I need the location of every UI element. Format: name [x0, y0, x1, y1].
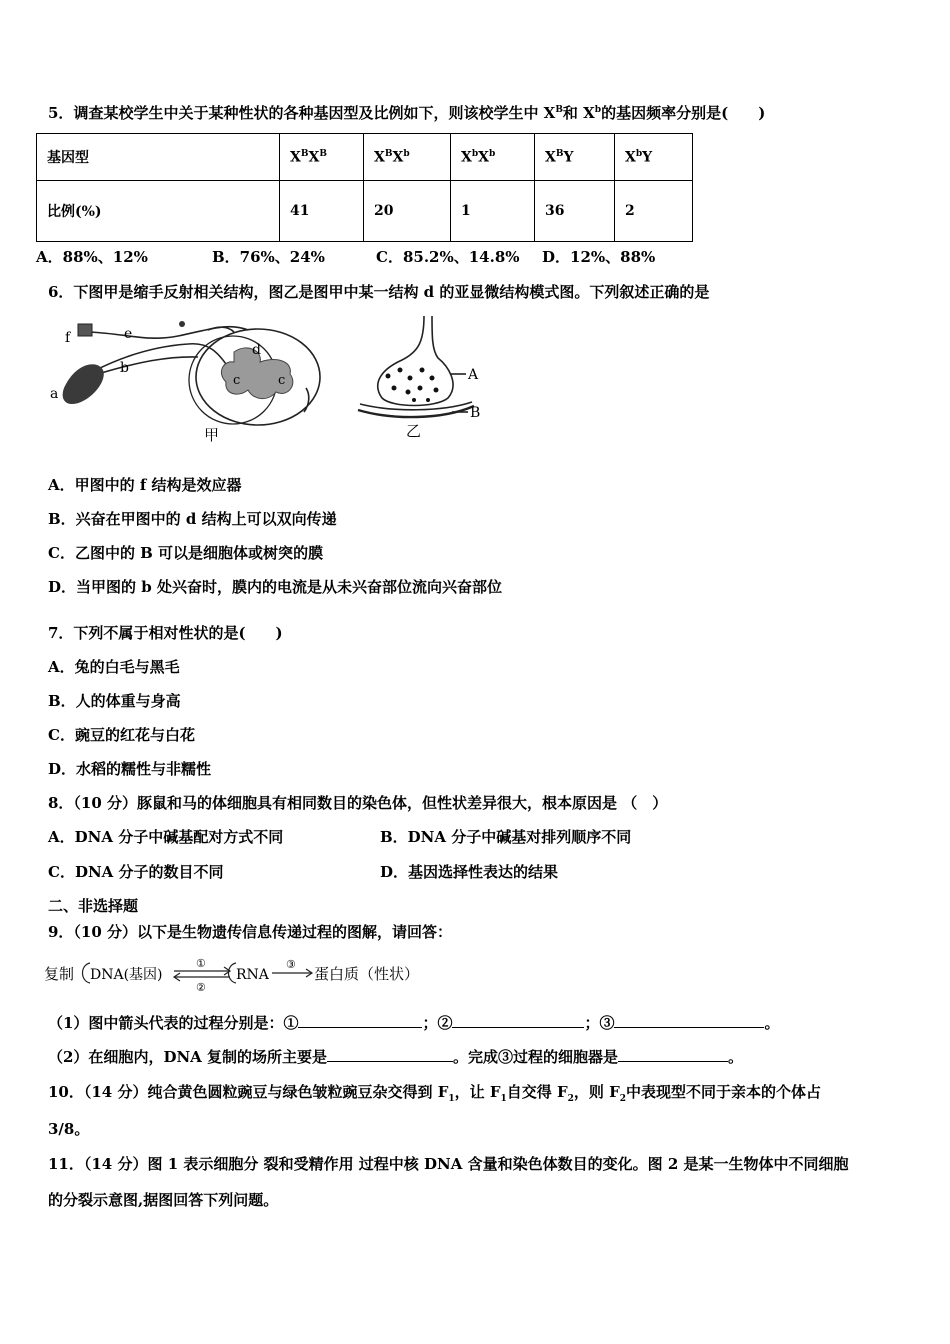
genotype-cell: $X^BY$ — [535, 134, 615, 181]
label-f: f — [65, 330, 71, 346]
effector-f — [78, 324, 92, 336]
ratio-cell: 20 — [364, 181, 451, 242]
q8-option-a: A．DNA 分子中碱基配对方式不同 — [48, 828, 284, 846]
ganglion-dot — [179, 321, 185, 327]
q11-line1: 11．（14 分）图 1 表示细胞分 裂和受精作用 过程中核 DNA 含量和染色体数目的变化。图 2 是某一生物体中不同细胞 — [48, 1155, 849, 1173]
label-B: B — [470, 405, 481, 421]
answer-blank-1[interactable] — [298, 1013, 422, 1028]
q7-option-d: D．水稻的糯性与非糯性 — [48, 760, 212, 778]
genotype-cell: $X^BX^b$ — [364, 134, 451, 181]
ratio-cell: 41 — [280, 181, 364, 242]
q11-line2: 的分裂示意图,据图回答下列问题。 — [48, 1191, 279, 1209]
rna-loop — [229, 963, 237, 983]
label-e: e — [124, 326, 133, 342]
q5-option-b: B．76%、24% — [212, 248, 325, 266]
genotype-cell: $X^bX^b$ — [451, 134, 535, 181]
central-dogma-diagram — [44, 953, 444, 995]
answer-blank-4[interactable] — [327, 1047, 453, 1062]
table-header-genotype: 基因型 — [37, 134, 280, 181]
q6-option-d: D．当甲图的 b 处兴奋时，膜内的电流是从未兴奋部位流向兴奋部位 — [48, 578, 502, 596]
figure-caption-jia: 甲 — [204, 426, 220, 444]
label-d: d — [252, 342, 261, 358]
q10-line1: 10．（14 分）纯合黄色圆粒豌豆与绿色皱粒豌豆杂交得到 $F_1$，让 $F_1$自交得 $F_2$，则 $F_2$中表现型不同于亲本的个体占 — [48, 1083, 822, 1104]
label-c-left: c — [233, 373, 241, 388]
q5-option-d: D．12%、88% — [542, 248, 656, 266]
q6-stem: 6．下图甲是缩手反射相关结构，图乙是图甲中某一结构 d 的亚显微结构模式图。下列叙述正确的是 — [48, 283, 710, 301]
q8-option-d: D．基因选择性表达的结果 — [380, 863, 559, 881]
q8-option-c: C．DNA 分子的数目不同 — [48, 863, 224, 881]
q6-option-a: A．甲图中的 f 结构是效应器 — [48, 476, 242, 494]
ratio-cell: 36 — [535, 181, 615, 242]
q5-stem: 5．调查某校学生中关于某种性状的各种基因型及比例如下，则该校学生中 $X^B$和 $X^b$的基因频率分别是( ) — [48, 104, 766, 122]
q9-stem: 9．（10 分）以下是生物遗传信息传递过程的图解，请回答： — [48, 923, 453, 941]
q8-option-b: B．DNA 分子中碱基对排列顺序不同 — [380, 828, 632, 846]
q8-stem: 8．（10 分）豚鼠和马的体细胞具有相同数目的染色体，但性状差异很大，根本原因是 （ ） — [48, 794, 668, 812]
figure-caption-yi: 乙 — [406, 422, 422, 440]
section-heading: 二、非选择题 — [48, 897, 139, 915]
label-dna: DNA(基因) — [90, 967, 163, 983]
q6-option-c: C．乙图中的 B 可以是细胞体或树突的膜 — [48, 544, 324, 562]
q7-option-a: A．兔的白毛与黑毛 — [48, 658, 180, 676]
q5-option-a: A．88%、12% — [36, 248, 148, 266]
label-b: b — [120, 360, 129, 376]
answer-blank-5[interactable] — [618, 1047, 728, 1062]
q7-stem: 7．下列不属于相对性状的是( ) — [48, 624, 283, 642]
ratio-cell: 1 — [451, 181, 535, 242]
q7-option-c: C．豌豆的红花与白花 — [48, 726, 195, 744]
q7-option-b: B．人的体重与身高 — [48, 692, 181, 710]
label-protein: 蛋白质（性状） — [314, 965, 420, 983]
label-c-right: c — [278, 373, 286, 388]
reflex-arc-figure — [48, 312, 338, 447]
q10-line2: 3/8。 — [48, 1120, 90, 1138]
q6-option-b: B．兴奋在甲图中的 d 结构上可以双向传递 — [48, 510, 337, 528]
genotype-table — [36, 133, 693, 242]
presynaptic-terminal — [378, 316, 453, 406]
q9-part2: （2）在细胞内，DNA 复制的场所主要是 。完成③过程的细胞器是 。 — [48, 1048, 744, 1066]
ratio-cell: 2 — [615, 181, 693, 242]
label-copy: 复制 — [44, 965, 75, 983]
replication-loop — [83, 963, 91, 983]
answer-blank-3[interactable] — [614, 1013, 764, 1028]
label-step-3: ③ — [286, 958, 296, 971]
genotype-cell: $X^bY$ — [615, 134, 693, 181]
synapse-figure — [352, 312, 502, 444]
label-A: A — [468, 367, 479, 383]
genotype-cell: $X^BX^B$ — [280, 134, 364, 181]
label-step-1: ① — [196, 957, 206, 970]
nerve-b — [96, 344, 228, 370]
label-step-2: ② — [196, 981, 206, 994]
receptor-a — [63, 364, 104, 404]
table-header-ratio: 比例(%) — [37, 181, 280, 242]
answer-blank-2[interactable] — [452, 1013, 584, 1028]
label-rna: RNA — [236, 967, 269, 983]
q9-part1: （1）图中箭头代表的过程分别是：① ；② ；③ 。 — [48, 1014, 780, 1032]
q5-option-c: C．85.2%、14.8% — [376, 248, 520, 266]
label-a: a — [50, 386, 59, 402]
